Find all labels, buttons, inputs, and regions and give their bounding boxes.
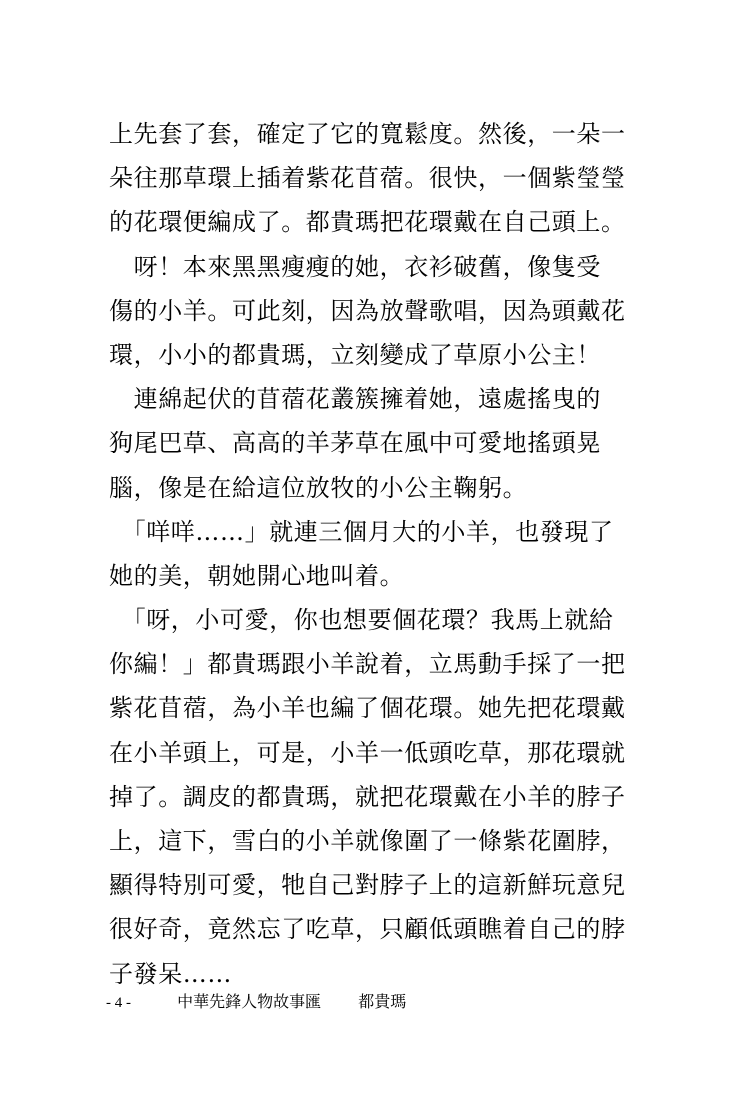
text-line: 環，小小的都貴瑪，立刻變成了草原小公主！ <box>109 340 601 369</box>
text-line: 傷的小羊。可此刻，因為放聲歌唱，因為頭戴花 <box>109 296 626 325</box>
text-line: 你編！」都貴瑪跟小羊說着，立馬動手採了一把 <box>109 650 626 679</box>
text-line: 的花環便編成了。都貴瑪把花環戴在自己頭上。 <box>109 208 626 237</box>
body-text <box>109 112 626 996</box>
text-line: 上先套了套，確定了它的寬鬆度。然後，一朵一 <box>109 120 626 148</box>
text-line: 朵往那草環上插着紫花苜蓿。很快，一個紫瑩瑩 <box>109 164 626 193</box>
text-line: 連綿起伏的苜蓿花叢簇擁着她，遠處搖曳的 <box>109 385 601 414</box>
text-line: 在小羊頭上，可是，小羊一低頭吃草，那花環就 <box>109 738 626 767</box>
text-line: 「呀，小可愛，你也想要個花環？我馬上就給 <box>109 606 614 635</box>
text-line: 腦，像是在給這位放牧的小公主鞠躬。 <box>109 473 528 502</box>
text-line: 呀！本來黑黑瘦瘦的她，衣衫破舊，像隻受 <box>109 252 601 281</box>
text-line: 她的美，朝她開心地叫着。 <box>109 561 405 590</box>
page-number: - 4 - <box>106 995 131 1011</box>
text-line: 子發呆…… <box>109 959 232 988</box>
book-title: 都貴瑪 <box>358 992 407 1011</box>
text-line: 紫花苜蓿，為小羊也編了個花環。她先把花環戴 <box>109 694 626 723</box>
text-line: 顯得特別可愛，牠自己對脖子上的這新鮮玩意兒 <box>109 871 626 900</box>
text-line: 掉了。調皮的都貴瑪，就把花環戴在小羊的脖子 <box>109 782 626 811</box>
text-line: 狗尾巴草、高高的羊茅草在風中可愛地搖頭晃 <box>109 429 601 458</box>
text-line: 「咩咩……」就連三個月大的小羊，也發現了 <box>109 517 614 546</box>
text-line: 上，這下，雪白的小羊就像圍了一條紫花圍脖， <box>109 827 626 855</box>
series-title: 中華先鋒人物故事匯 <box>177 992 322 1011</box>
text-line: 很好奇，竟然忘了吃草，只顧低頭瞧着自己的脖 <box>109 915 626 944</box>
page-footer <box>106 990 438 1015</box>
